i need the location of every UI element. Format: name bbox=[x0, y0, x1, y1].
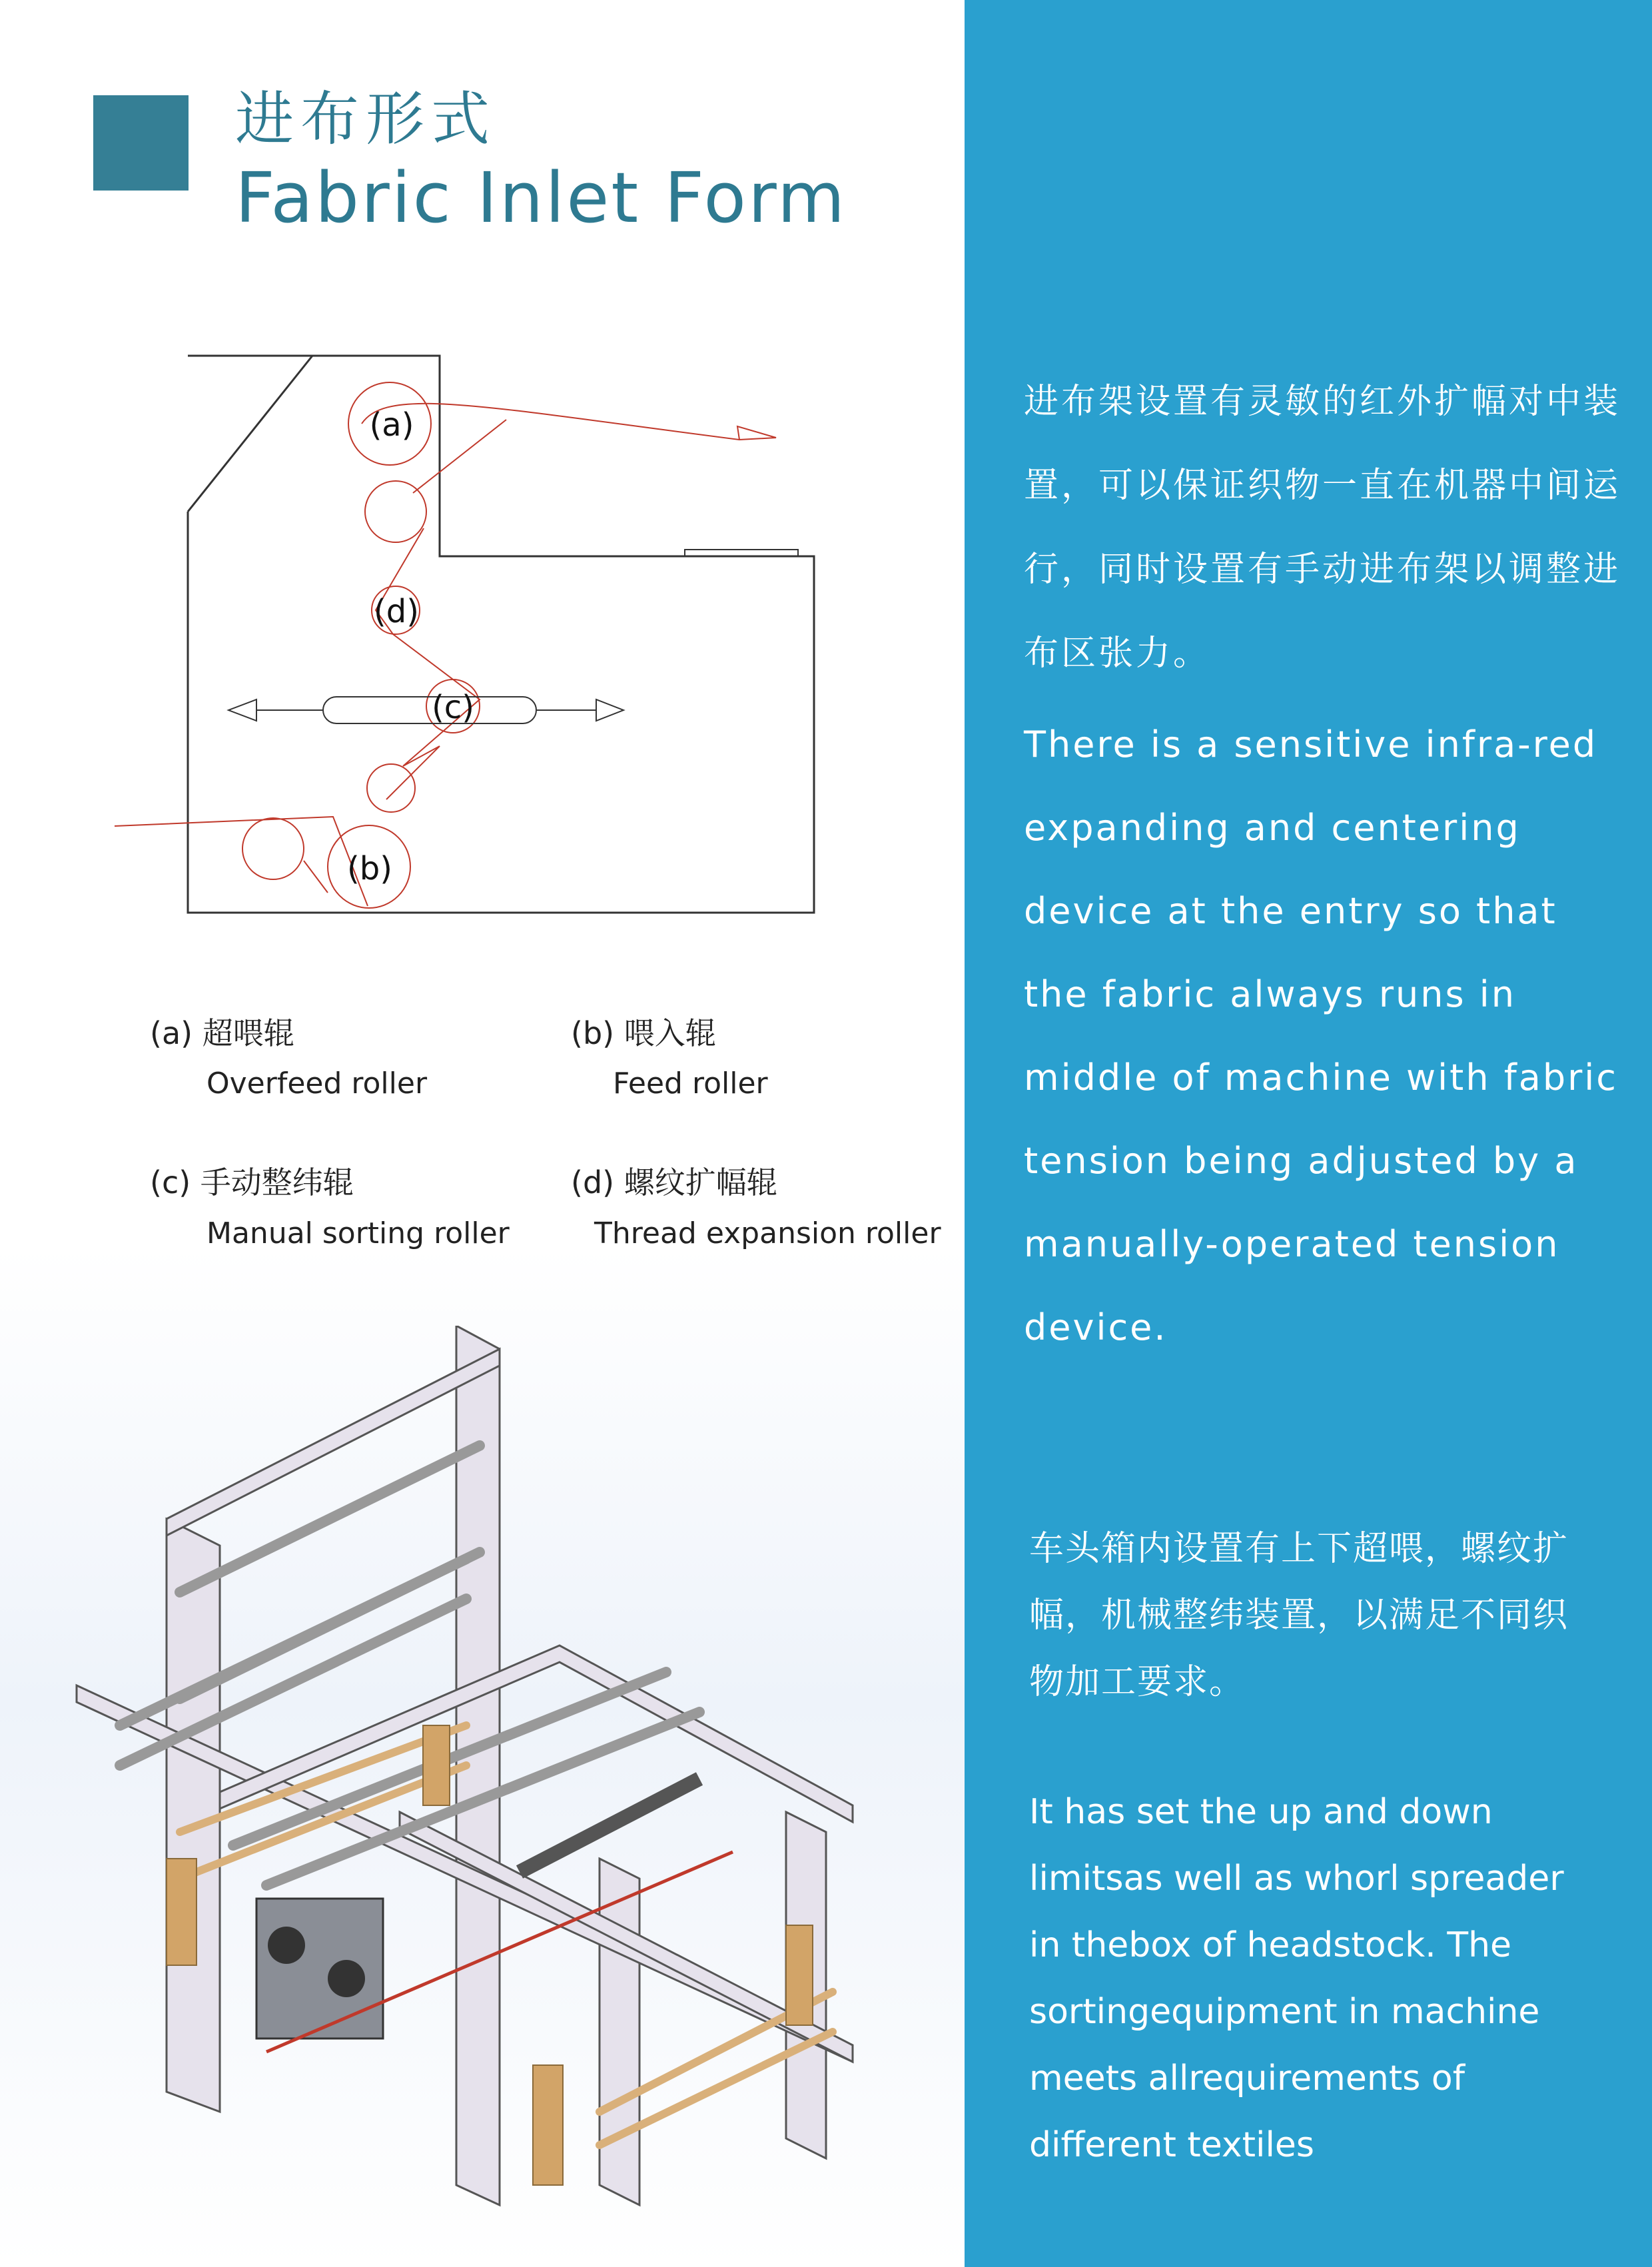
legend-a-en: Overfeed roller bbox=[206, 1067, 428, 1101]
arrow-right bbox=[596, 699, 623, 721]
fabric-path bbox=[115, 404, 739, 906]
legend-d-cn: (d) 螺纹扩幅辊 bbox=[571, 1164, 777, 1200]
roller-left bbox=[242, 818, 304, 879]
legend-b-cn: (b) 喂入辊 bbox=[571, 1015, 716, 1051]
headstock bbox=[256, 1899, 383, 2039]
label-b: (b) bbox=[347, 850, 392, 887]
legend-a-cn: (a) 超喂辊 bbox=[150, 1015, 294, 1051]
legend-d-en: Thread expansion roller bbox=[594, 1216, 941, 1250]
description-cn-2: 车头箱内设置有上下超喂，螺纹扩幅，机械整纬装置，以满足不同织物加工要求。 bbox=[1029, 1529, 1569, 1702]
machine-illustration bbox=[67, 1326, 906, 2212]
label-a: (a) bbox=[369, 406, 414, 444]
page-title-en: Fabric Inlet Form bbox=[235, 157, 847, 238]
legend-c-cn: (c) 手动整纬辊 bbox=[150, 1164, 354, 1200]
description-en-1: There is a sensitive infra-red expanding and centering device at the entry so that the fabric always runs in middle of machine with fabric tension being adjusted by a manually-operated tension device. bbox=[1024, 723, 1618, 1348]
fabric-exit-arrow bbox=[737, 426, 776, 440]
description-en-2: It has set the up and down limitsas well as whorl spreader in thebox of headstock. The sortingequipment in machine meets allrequirements of different textiles bbox=[1029, 1792, 1564, 2165]
page-title-cn: 进布形式 bbox=[235, 85, 497, 153]
fabric-path-diagram bbox=[107, 346, 846, 919]
label-c: (c) bbox=[432, 689, 474, 726]
legend-c-en: Manual sorting roller bbox=[206, 1216, 510, 1250]
label-d: (d) bbox=[374, 593, 419, 630]
description-cn-1: 进布架设置有灵敏的红外扩幅对中装置，可以保证织物一直在机器中间运行，同时设置有手动进布架以调整进布区张力。 bbox=[1024, 382, 1621, 674]
arrow-left bbox=[228, 699, 256, 721]
title-square bbox=[93, 95, 189, 191]
legend-b-en: Feed roller bbox=[613, 1067, 768, 1101]
roller-mid bbox=[367, 764, 415, 812]
machine-frame bbox=[188, 356, 814, 913]
